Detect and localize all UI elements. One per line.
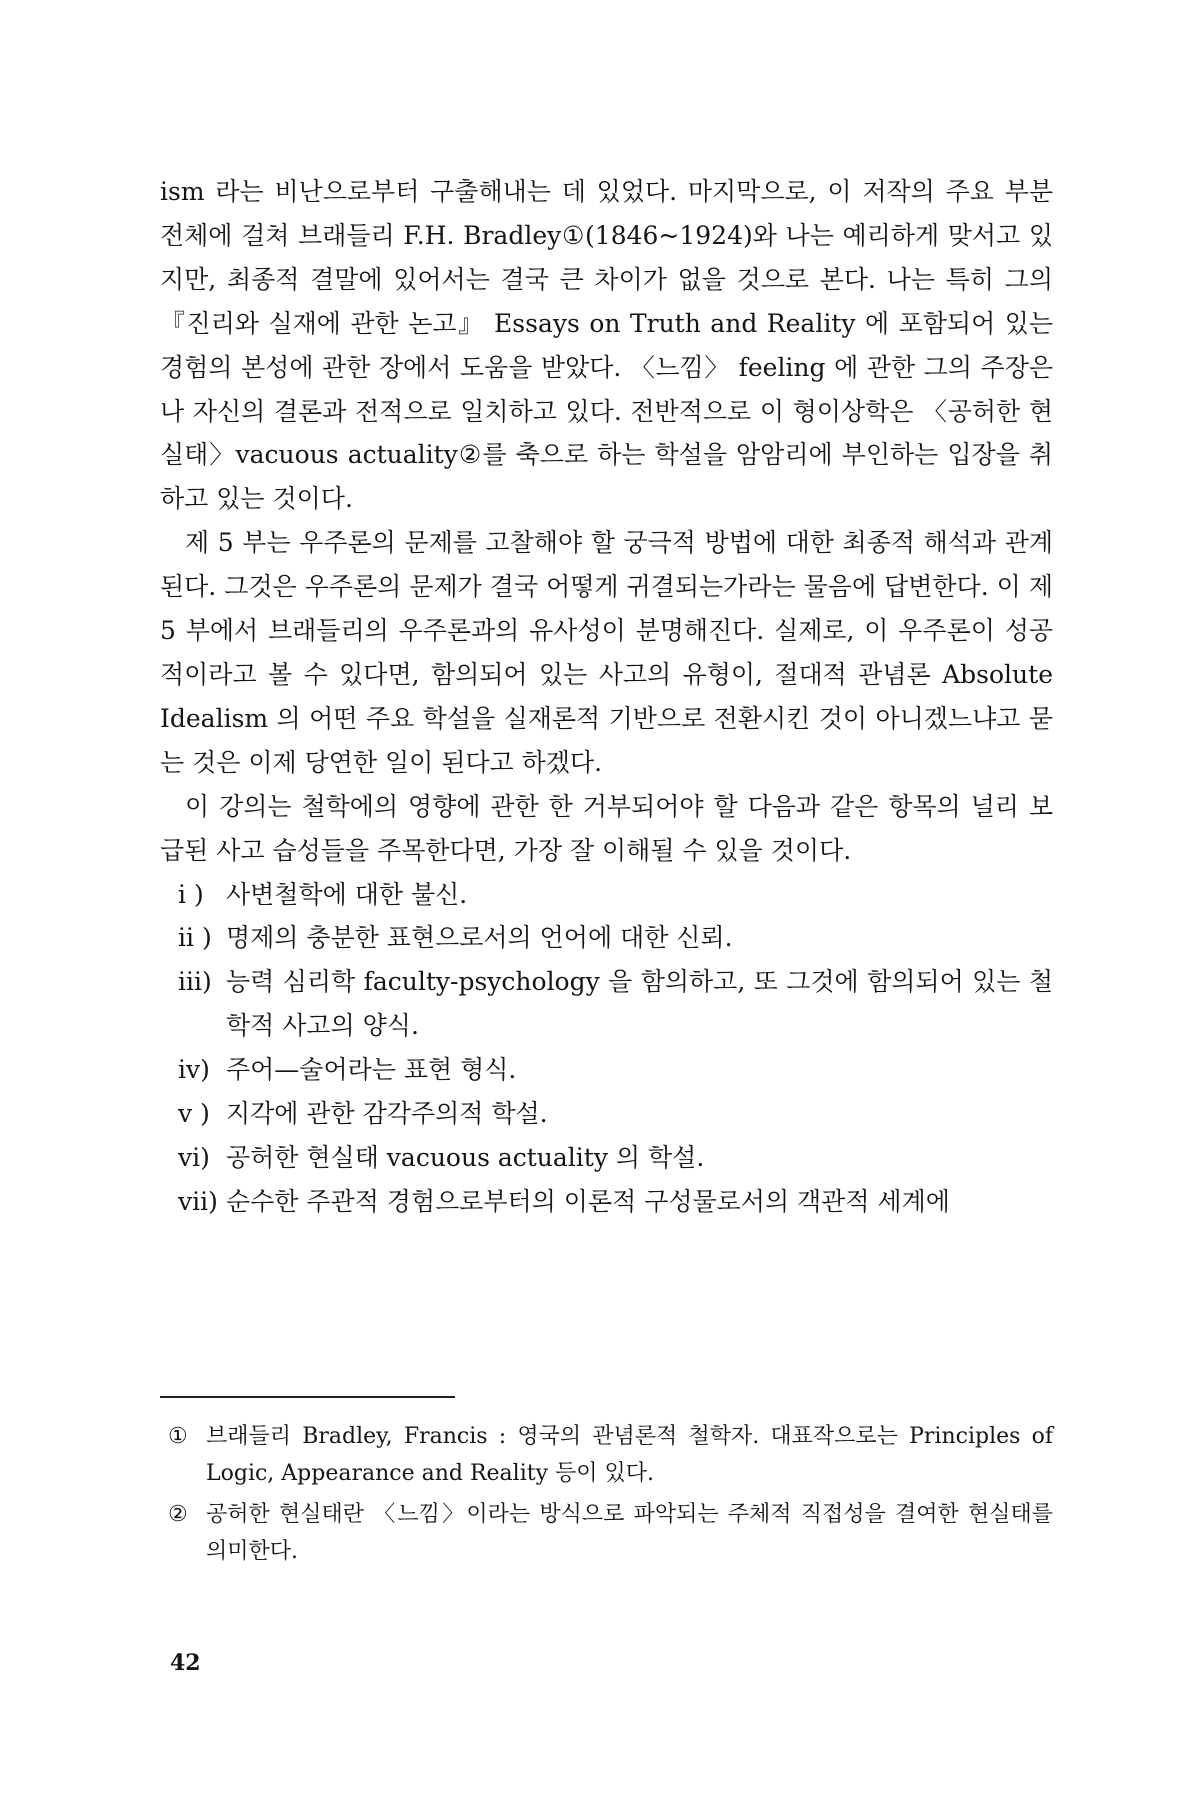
footnote-marker: ② [168,1502,188,1527]
list-item-text: 지각에 관한 감각주의적 학설. [226,1099,548,1129]
list-item-number: iii) [178,967,212,997]
footnote-text: 공허한 현실태란 〈느낌〉이라는 방식으로 파악되는 주체적 직접성을 결여한 현실태를 의미한다. [206,1502,1053,1564]
footnote-marker: ① [168,1424,188,1449]
page-number: 42 [170,1650,201,1676]
list-item [160,1136,1053,1180]
paragraph-1: ism 라는 비난으로부터 구출해내는 데 있었다. 마지막으로, 이 저작의 주요 부분 전체에 걸쳐 브래들리 F.H. Bradley①(1846~1924)와 나는 예리하게 맞서고 있지만, 최종적 결말에 있어서는 결국 큰 차이가 없을 것으로 본다. 나는 특히 그의 『진리와 실재에 관한 논고』 Essays on Truth and Reality 에 포함되어 있는 경험의 본성에 관한 장에서 도움을 받았다. 〈느낌〉 feeling 에 관한 그의 주장은 나 자신의 결론과 전적으로 일치하고 있다. 전반적으로 이 형이상학은 〈공허한 현실태〉vacuous actuality②를 축으로 하는 학설을 암암리에 부인하는 입장을 취하고 있는 것이다. [160,177,1053,514]
list-item [160,1180,1053,1224]
footnote-2 [160,1496,1053,1570]
list-item-number: vii) [178,1186,218,1216]
list-item-number: i ) [178,879,204,909]
list-item-text: 순수한 주관적 경험으로부터의 이론적 구성물로서의 객관적 세계에 [226,1186,950,1216]
list-item [160,1092,1053,1136]
list-item-text: 사변철학에 대한 불신. [226,879,468,909]
paragraph-2: 제 5 부는 우주론의 문제를 고찰해야 할 궁극적 방법에 대한 최종적 해석과 관계된다. 그것은 우주론의 문제가 결국 어떻게 귀결되는가라는 물음에 답변한다. 이 제 5 부에서 브래들리의 우주론과의 유사성이 분명해진다. 실제로, 이 우주론이 성공적이라고 볼 수 있다면, 함의되어 있는 사고의 유형이, 절대적 관념론 Absolute Idealism 의 어떤 주요 학설을 실재론적 기반으로 전환시킨 것이 아니겠느냐고 묻는 것은 이제 당연한 일이 된다고 하겠다. [160,528,1053,777]
list-item [160,960,1053,1048]
list-item-number: iv) [178,1055,210,1085]
paragraph-3: 이 강의는 철학에의 영향에 관한 한 거부되어야 할 다음과 같은 항목의 널리 보급된 사고 습성들을 주목한다면, 가장 잘 이해될 수 있을 것이다. [160,791,1053,865]
list-item-text: 공허한 현실태 vacuous actuality 의 학설. [226,1142,705,1172]
list-item [160,916,1053,960]
list-item-number: ii ) [178,923,212,953]
main-text [160,170,1053,1224]
list-item-number: v ) [178,1099,210,1129]
habits-list [160,873,1053,1224]
footnote-text: 브래들리 Bradley, Francis : 영국의 관념론적 철학자. 대표작으로는 Principles of Logic, Appearance and Reality 등이 있다. [206,1424,1053,1486]
list-item-text: 명제의 충분한 표현으로서의 언어에 대한 신뢰. [226,923,733,953]
list-item-text: 주어—술어라는 표현 형식. [226,1055,517,1085]
list-item [160,873,1053,917]
footnote-1 [160,1418,1053,1492]
footnote-divider [160,1396,455,1398]
list-item-text: 능력 심리학 faculty-psychology 을 함의하고, 또 그것에 함의되어 있는 철학적 사고의 양식. [226,967,1053,1041]
list-item [160,1048,1053,1092]
footnotes [160,1418,1053,1574]
list-item-number: vi) [178,1142,210,1172]
